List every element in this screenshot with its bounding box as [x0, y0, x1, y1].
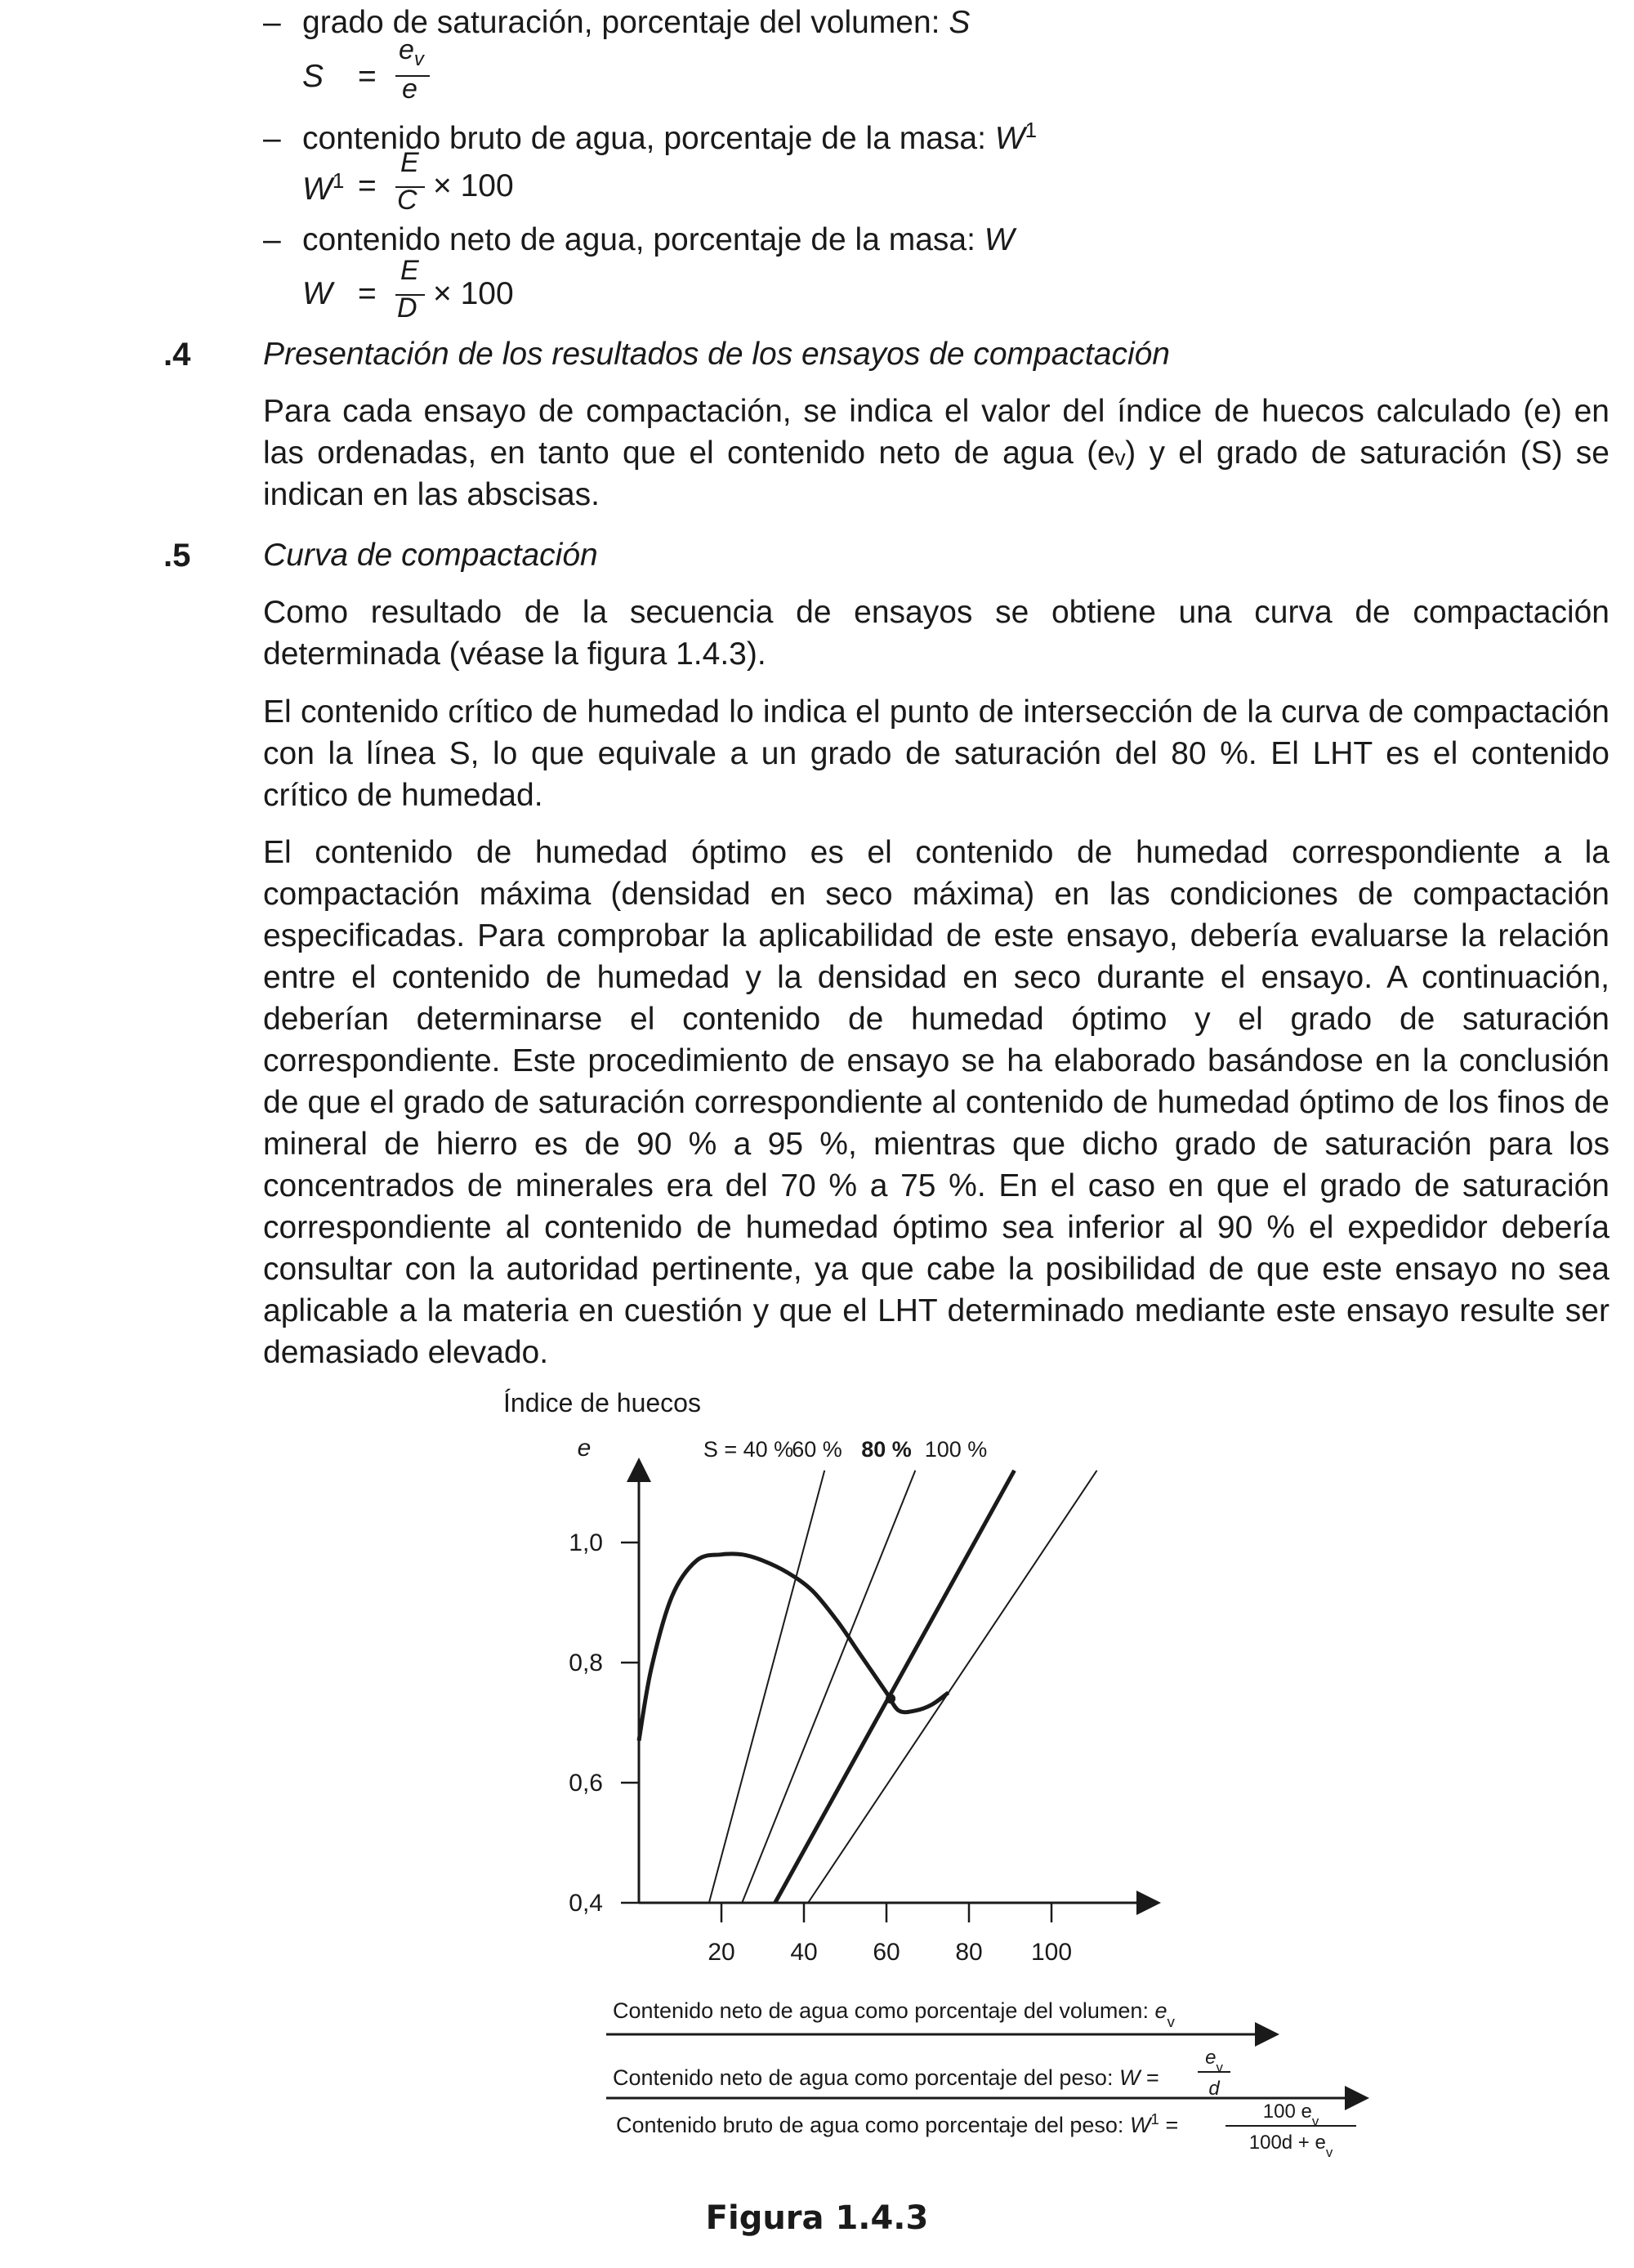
bullet-var: S	[949, 5, 971, 40]
section-4-paragraph: Para cada ensayo de compactación, se indica el valor del índice de huecos calculado (e) en las ordenadas, en tanto que el contenido neto de agua (eᵥ) y el grado de saturación (S) se indican en las abscisas.	[263, 394, 1609, 512]
formula-saturation	[302, 33, 466, 114]
saturation-label: 100 %	[924, 1437, 988, 1462]
bullet-text: contenido neto de agua, porcentaje de la masa:	[302, 222, 984, 257]
formula-equals: =	[358, 59, 377, 94]
section-5-paragraph-2: El contenido crítico de humedad lo indica el punto de intersección de la curva de compactación con la línea S, lo que equivale a un grado de saturación del 80 %. El LHT es el contenido crítico de humedad.	[263, 694, 1609, 813]
caption-gross-weight-numerator: 100 $e_v$	[1262, 2101, 1319, 2129]
section-5-number: .5	[163, 538, 191, 574]
formula-gross-water	[302, 147, 564, 227]
caption-gross-weight: Contenido bruto de agua como porcentaje del peso: $W^1$ =	[616, 2110, 1179, 2137]
formula-numerator: E	[400, 255, 419, 286]
bullet-saturation: – grado de saturación, porcentaje del volumen: S	[263, 5, 971, 40]
formula-multiplier: × 100	[433, 168, 514, 203]
caption-gross-weight-denominator: $100d + e_v$	[1248, 2132, 1333, 2160]
bullet-text: contenido bruto de agua, porcentaje de la masa:	[302, 121, 995, 156]
formula-equals: =	[358, 168, 377, 203]
saturation-line	[709, 1471, 824, 1903]
section-5-paragraph-3: El contenido de humedad óptimo es el contenido de humedad correspondiente a la compactación máxima (densidad en seco máxima) en las condiciones de compactación especificadas. Para comprobar la aplicabilidad de este ensayo, debería evaluarse la relación entre el contenido de humedad y la densidad en seco durante el ensayo. A continuación, deberían determinarse el contenido de humedad óptimo y el grado de saturación correspondiente. Este procedimiento de ensayo se ha elaborado basándose en la conclusión de que el grado de saturación correspondiente al contenido de humedad óptimo de los finos de mineral de hierro es de 90 % a 95 %, mientras que dicho grado de saturación para los concentrados de minerales era del 70 % a 75 %. En el caso en que el grado de saturación correspondiente al contenido de humedad óptimo sea inferior al 90 % el expedidor debería consultar con la autoridad pertinente, ya que cabe la posibilidad de que este ensayo no sea aplicable a la materia en cuestión y que el LHT determinado mediante este ensayo resulte ser demasiado elevado.	[263, 835, 1609, 1370]
saturation-line	[775, 1471, 1015, 1903]
section-5-title: Curva de compactación	[263, 538, 598, 573]
bullet-gross-water: – contenido bruto de agua, porcentaje de la masa: $W^1$	[263, 118, 1038, 156]
formula-denominator: C	[397, 185, 417, 216]
formula-multiplier: × 100	[433, 276, 514, 311]
x-tick-label: 100	[1030, 1939, 1073, 1966]
y-tick-label: 0,8	[569, 1650, 603, 1676]
formula-denominator: D	[397, 292, 417, 324]
chart-title: Índice de huecos	[503, 1388, 701, 1418]
figure-caption: Figura 1.4.3	[705, 2199, 929, 2237]
formula-numerator: E	[400, 147, 419, 178]
section-4-number: .4	[163, 337, 191, 373]
saturation-label: 80 %	[861, 1437, 912, 1462]
compaction-chart	[458, 1381, 1389, 2160]
y-tick-label: 1,0	[569, 1529, 603, 1556]
x-tick-label: 80	[955, 1939, 983, 1966]
saturation-line	[742, 1471, 915, 1903]
section-4-title: Presentación de los resultados de los ensayos de compactación	[263, 337, 1170, 372]
bullet-var: W	[984, 222, 1015, 257]
x-tick-label: 60	[873, 1939, 900, 1966]
saturation-line	[808, 1471, 1097, 1903]
formula-numerator: $e_v$	[399, 34, 424, 70]
caption-net-weight-numerator: $e_v$	[1205, 2047, 1223, 2075]
formula-denominator: e	[402, 74, 417, 105]
saturation-label: 60 %	[792, 1437, 842, 1462]
section-5-paragraph-1: Como resultado de la secuencia de ensayos se obtiene una curva de compactación determinada (véase la figura 1.4.3).	[263, 595, 1609, 672]
y-tick-label: 0,4	[569, 1890, 603, 1917]
bullet-net-water: – contenido neto de agua, porcentaje de la masa: W	[263, 222, 1015, 257]
y-tick-label: 0,6	[569, 1770, 603, 1797]
formula-lhs: S	[302, 59, 324, 94]
formula-net-water	[302, 255, 564, 335]
x-tick-label: 40	[790, 1939, 818, 1966]
formula-lhs: W	[302, 276, 333, 311]
saturation-label: S = 40 %	[703, 1437, 794, 1462]
formula-equals: =	[358, 276, 377, 311]
y-axis-label: e	[577, 1435, 592, 1462]
caption-net-weight: Contenido neto de agua como porcentaje del peso: W =	[613, 2065, 1159, 2090]
critical-point-marker	[886, 1694, 895, 1703]
x-tick-label: 20	[708, 1939, 735, 1966]
caption-net-weight-denominator: d	[1208, 2078, 1220, 2100]
bullet-text: grado de saturación, porcentaje del volumen:	[302, 5, 949, 40]
compaction-curve	[639, 1554, 949, 1741]
bullet-var: W	[994, 121, 1025, 156]
bullet-sup: 1	[1025, 118, 1038, 142]
caption-net-volume: Contenido neto de agua como porcentaje del volumen: $e_v$	[613, 1998, 1175, 2031]
formula-lhs: $W^1$	[302, 168, 345, 207]
